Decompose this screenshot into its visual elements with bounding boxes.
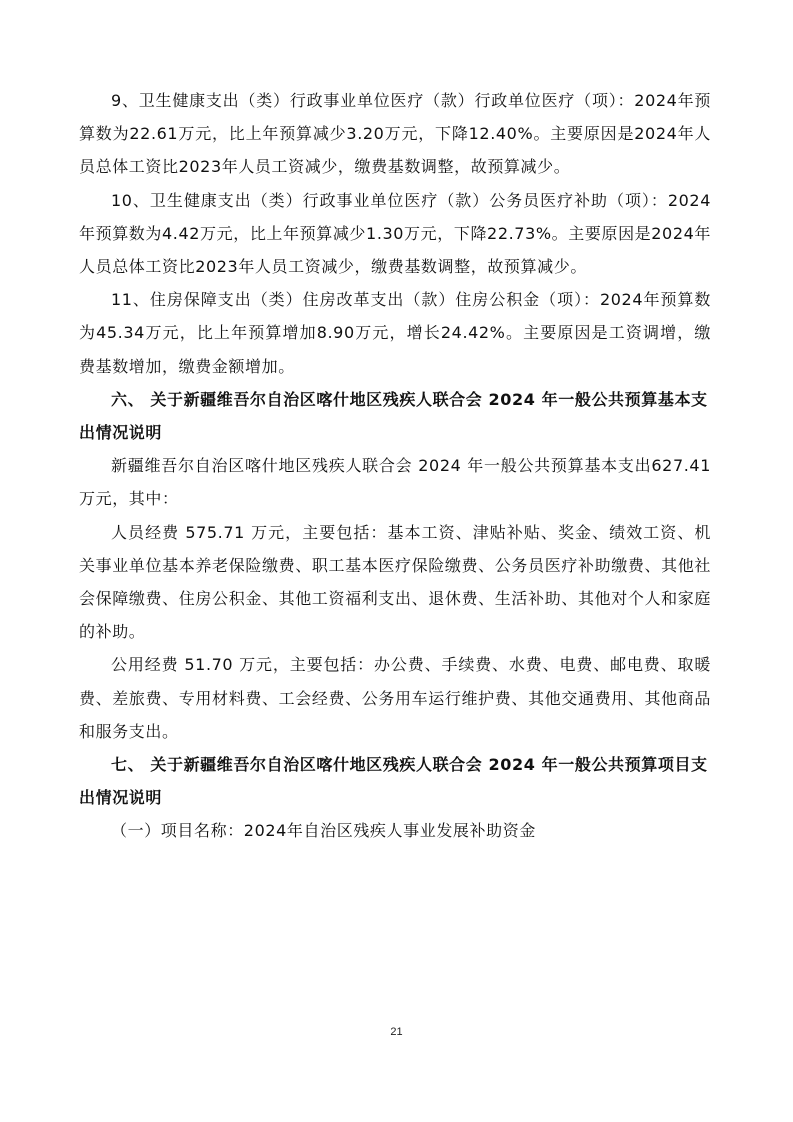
section-heading-6: 六、 关于新疆维吾尔自治区喀什地区残疾人联合会 2024 年一般公共预算基本支出情况说明 [79, 389, 708, 443]
paragraph-project-name: （一）项目名称：2024年自治区残疾人事业发展补助资金 [111, 821, 536, 841]
document-body [79, 84, 711, 848]
paragraph-personnel-expenses: 人员经费 575.71 万元，主要包括：基本工资、津贴补贴、奖金、绩效工资、机关事业单位基本养老保险缴费、职工基本医疗保险缴费、公务员医疗补助缴费、其他社会保障缴费、住房公积金、其他工资福利支出、退休费、生活补助、其他对个人和家庭的补助。 [79, 522, 711, 642]
paragraph-public-expenses: 公用经费 51.70 万元，主要包括：办公费、手续费、水费、电费、邮电费、取暖费、差旅费、专用材料费、工会经费、公务用车运行维护费、其他交通费用、其他商品和服务支出。 [79, 655, 711, 741]
paragraph-basic-expenditure: 新疆维吾尔自治区喀什地区残疾人联合会 2024 年一般公共预算基本支出627.41万元，其中： [79, 456, 711, 509]
paragraph-item-10: 10、卫生健康支出（类）行政事业单位医疗（款）公务员医疗补助（项）：2024年预算数为4.42万元，比上年预算减少1.30万元，下降22.73%。主要原因是2024年人员总体工资比2023年人员工资减少，缴费基数调整，故预算减少。 [79, 190, 711, 277]
section-heading-7: 七、 关于新疆维吾尔自治区喀什地区残疾人联合会 2024 年一般公共预算项目支出情况说明 [79, 755, 708, 808]
paragraph-item-11: 11、住房保障支出（类）住房改革支出（款）住房公积金（项）：2024年预算数为45.34万元，比上年预算增加8.90万元，增长24.42%。主要原因是工资调增，缴费基数增加，缴费金额增加。 [79, 290, 711, 376]
paragraph-item-9: 9、卫生健康支出（类）行政事业单位医疗（款）行政单位医疗（项）：2024年预算数为22.61万元，比上年预算减少3.20万元，下降12.40%。主要原因是2024年人员总体工资比2023年人员工资减少，缴费基数调整，故预算减少。 [79, 91, 711, 177]
page-number: 21 [390, 1026, 403, 1038]
